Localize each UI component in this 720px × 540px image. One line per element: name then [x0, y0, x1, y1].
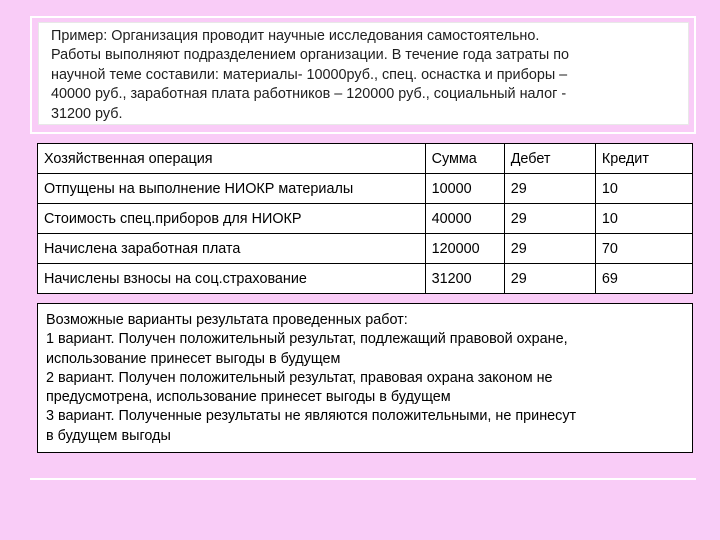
header-operation: Хозяйственная операция	[38, 144, 426, 174]
frame-line-top	[30, 16, 696, 18]
header-debit: Дебет	[504, 144, 595, 174]
cell-operation: Начислена заработная плата	[38, 234, 426, 264]
frame-line-right	[694, 16, 696, 134]
cell-debit: 29	[504, 204, 595, 234]
cell-debit: 29	[504, 174, 595, 204]
cell-sum: 10000	[425, 174, 504, 204]
operations-table	[37, 143, 693, 294]
table-row	[38, 174, 693, 204]
variants-line: в будущем выгоды	[46, 427, 171, 444]
header-sum: Сумма	[425, 144, 504, 174]
cell-credit: 70	[595, 234, 692, 264]
cell-operation: Стоимость спец.приборов для НИОКР	[38, 204, 426, 234]
cell-sum: 40000	[425, 204, 504, 234]
cell-operation: Отпущены на выполнение НИОКР материалы	[38, 174, 426, 204]
cell-credit: 10	[595, 204, 692, 234]
example-line: 31200 руб.	[51, 105, 123, 122]
variants-text-box	[37, 303, 693, 453]
example-text-box	[38, 22, 689, 125]
header-credit: Кредит	[595, 144, 692, 174]
example-line: Пример: Организация проводит научные исследования самостоятельно.	[51, 28, 540, 44]
cell-credit: 69	[595, 264, 692, 294]
variants-line: 1 вариант. Получен положительный результат, подлежащий правовой охране,	[46, 331, 568, 348]
variants-line: использование принесет выгоды в будущем	[46, 350, 341, 367]
table-row	[38, 234, 693, 264]
table-row	[38, 204, 693, 234]
table-header-row	[38, 144, 693, 174]
variants-line: Возможные варианты результата проведенных работ:	[46, 312, 408, 328]
cell-debit: 29	[504, 264, 595, 294]
variants-line: 3 вариант. Полученные результаты не являются положительными, не принесут	[46, 408, 577, 425]
variants-line: 2 вариант. Получен положительный результат, правовая охрана законом не	[46, 369, 553, 386]
cell-debit: 29	[504, 234, 595, 264]
cell-operation: Начислены взносы на соц.страхование	[38, 264, 426, 294]
table-row	[38, 264, 693, 294]
cell-sum: 120000	[425, 234, 504, 264]
example-line: 40000 руб., заработная плата работников – 120000 руб., социальный налог -	[51, 86, 567, 103]
example-line: Работы выполняют подразделением организации. В течение года затраты по	[51, 47, 570, 64]
cell-sum: 31200	[425, 264, 504, 294]
frame-line-bottom	[30, 478, 696, 480]
example-line: научной теме составили: материалы- 10000руб., спец. оснастка и приборы –	[51, 66, 568, 83]
frame-line-mid	[30, 132, 696, 134]
frame-line-left	[30, 16, 32, 134]
cell-credit: 10	[595, 174, 692, 204]
variants-line: предусмотрена, использование принесет выгоды в будущем	[46, 389, 451, 406]
